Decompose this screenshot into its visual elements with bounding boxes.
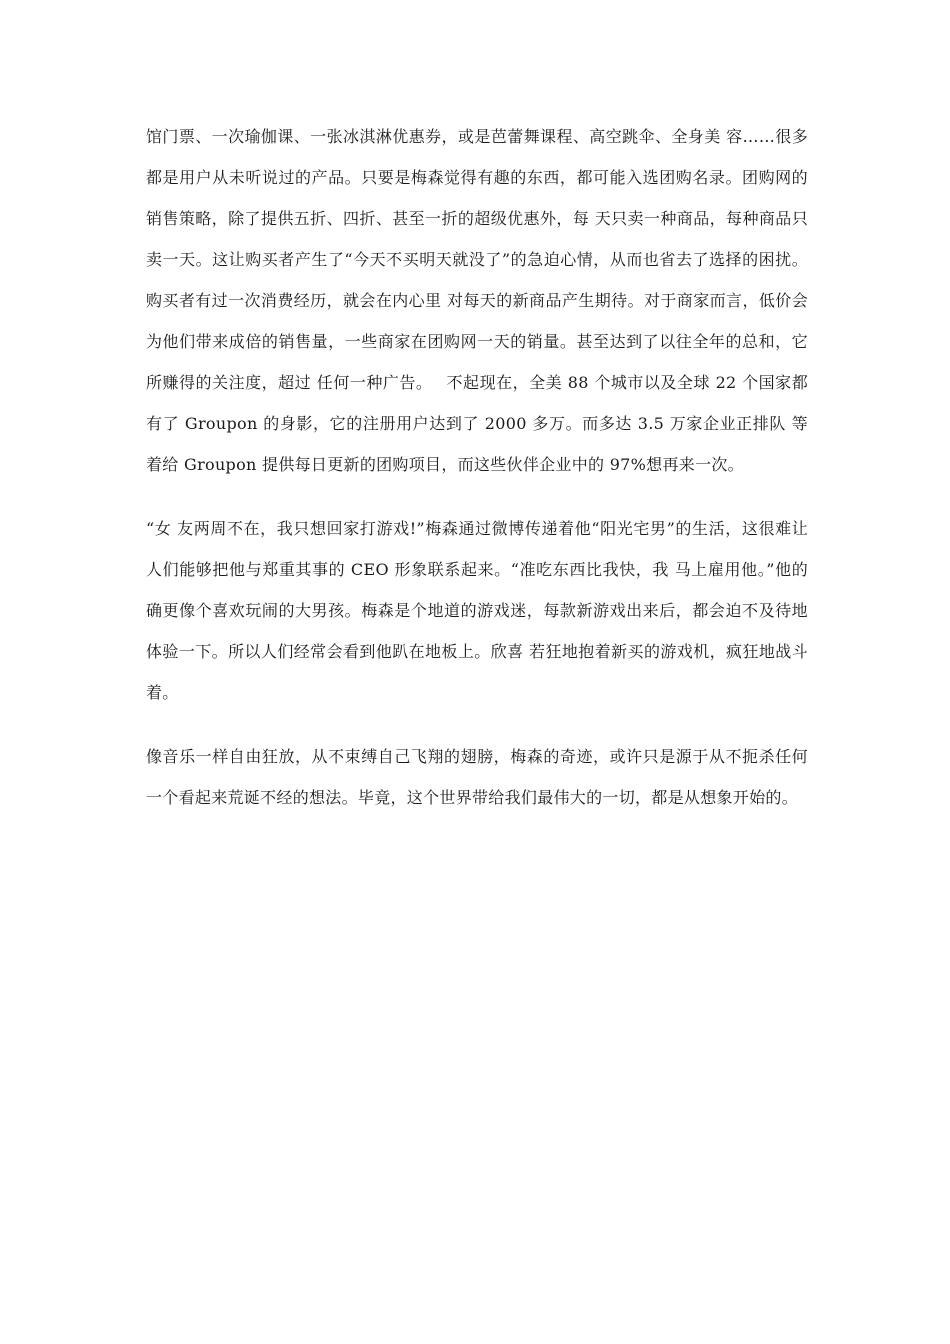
article-body bbox=[146, 116, 808, 841]
paragraph-conclusion: 像音乐一样自由狂放，从不束缚自己飞翔的翅膀，梅森的奇迹，或许只是源于从不扼杀任何一个看起来荒诞不经的想法。毕竟，这个世界带给我们最伟大的一切，都是从想象开始的。 bbox=[146, 747, 808, 807]
paragraph-gamer-life: “女 友两周不在，我只想回家打游戏!”梅森通过微博传递着他“阳光宅男”的生活，这很难让人们能够把他与郑重其事的 CEO 形象联系起来。“准吃东西比我快，我 马上雇用他。”他的确更像个喜欢玩闹的大男孩。梅森是个地道的游戏迷，每款新游戏出来后，都会迫不及待地体验一下。所以人们经常会看到他趴在地板上。欣喜 若狂地抱着新买的游戏机，疯狂地战斗着。 bbox=[146, 519, 808, 702]
paragraph-groupon-strategy: 馆门票、一次瑜伽课、一张冰淇淋优惠券，或是芭蕾舞课程、高空跳伞、全身美 容……很多都是用户从未听说过的产品。只要是梅森觉得有趣的东西，都可能入选团购名录。团购网的销售策略，除了提供五折、四折、甚至一折的超级优惠外，每 天只卖一种商品，每种商品只卖一天。这让购买者产生了“今天不买明天就没了”的急迫心情，从而也省去了选择的困扰。购买者有过一次消费经历，就会在内心里 对每天的新商品产生期待。对于商家而言，低价会为他们带来成倍的销售量，一些商家在团购网一天的销量。甚至达到了以往全年的总和，它所赚得的关注度，超过 任何一种广告。 不起现在，全美 88 个城市以及全球 22 个国家都有了 Groupon 的身影，它的注册用户达到了 2000 多万。而多达 3.5 万家企业正排队 等着给 Groupon 提供每日更新的团购项目，而这些伙伴企业中的 97%想再来一次。 bbox=[146, 127, 808, 474]
